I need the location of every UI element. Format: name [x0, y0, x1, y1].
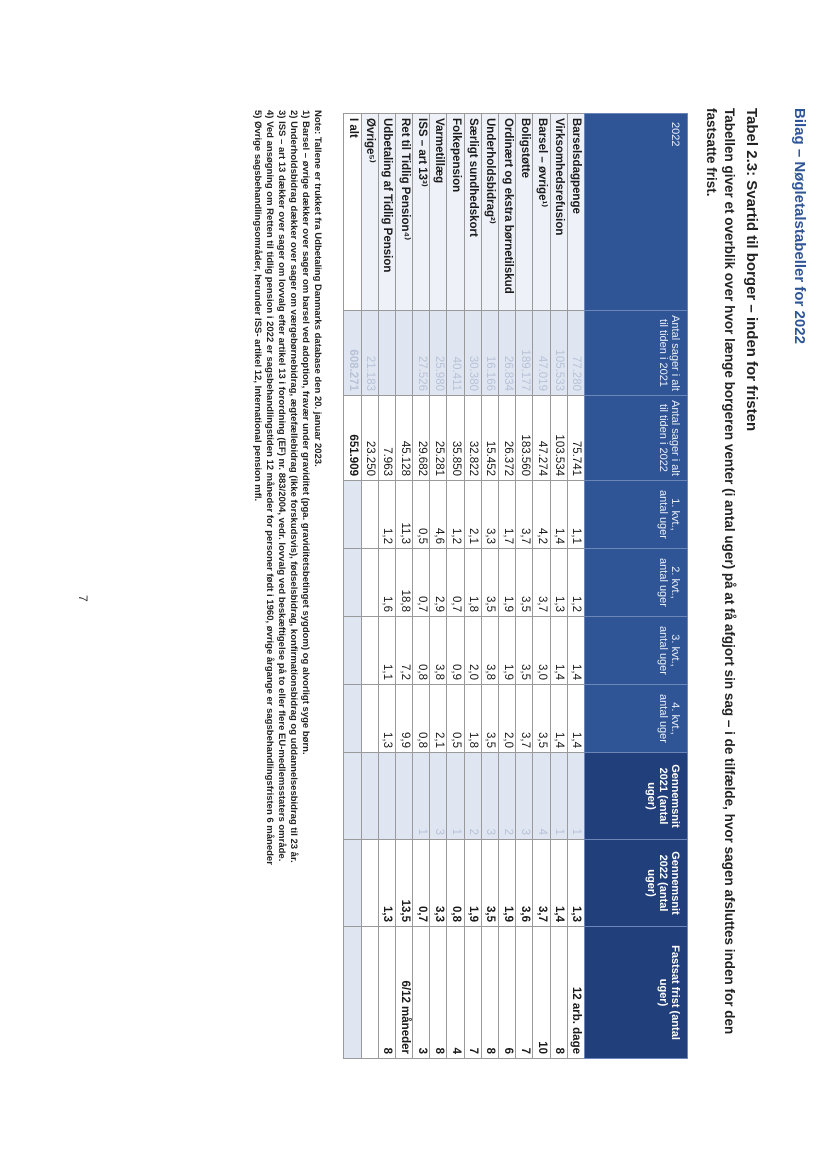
table-cell: 0,7	[447, 549, 464, 617]
note-line: 5) Øvrige sagsbehandlingsområder, herunder ISS- artikel 12, International pension mfl.	[252, 110, 263, 502]
row-label: Barsel – øvrige¹⁾	[533, 114, 550, 311]
row-label: Folkepension	[447, 114, 464, 311]
table-cell: 103.534	[550, 396, 567, 481]
table-cell: 29.682	[413, 396, 430, 481]
table-cell: 1,2	[447, 481, 464, 549]
table-cell	[344, 481, 361, 549]
table-cell: 32.822	[464, 396, 481, 481]
cell-2021: 189.177	[516, 311, 533, 396]
cell-2021	[344, 753, 361, 840]
table-cell: 12 arb. dage	[567, 927, 584, 1059]
cell-avg-2022: 3,6	[516, 840, 533, 927]
cell-2021: 77.280	[567, 311, 584, 396]
table-cell: 1,9	[499, 617, 516, 685]
cell-avg-2022: 0,8	[447, 840, 464, 927]
table-row	[395, 114, 412, 1059]
cell-avg-2022: 1,4	[550, 840, 567, 927]
cell-2021: 105.533	[550, 311, 567, 396]
table-row	[430, 114, 447, 1059]
row-label: Ordinært og ekstra børnetilskud	[499, 114, 516, 311]
cell-2021: 40.411	[447, 311, 464, 396]
table-cell: 2,0	[499, 685, 516, 753]
page-number: 7	[76, 595, 90, 602]
table-cell: 45.128	[395, 396, 412, 481]
cell-2021	[395, 311, 412, 396]
table-cell: 0,7	[413, 549, 430, 617]
col-header-q3: 3. kvt., antal uger	[585, 617, 688, 685]
table-cell	[361, 927, 378, 1059]
cell-2021	[378, 311, 395, 396]
table-cell: 7	[516, 927, 533, 1059]
table-description: Tabellen giver et overblik over hvor længe borgeren venter (i antal uger) på at få afgjort sin sag – i de tilfælde, hvor sagen afsluttes inden for den fastsatte frist.	[704, 108, 737, 1035]
table-cell: 3,5	[481, 685, 498, 753]
table-cell: 23.250	[361, 396, 378, 481]
note-line: 3) ISS – art 13 dækker over sager om lovvalg efter artikel 13 i forordning (EF) nr. 883/2004, vedr. lovvalg ved beskæftigelse på to eller flere EU-medlemsstaters område.	[276, 110, 287, 862]
table-cell: 75.741	[567, 396, 584, 481]
cell-avg-2022: 1,9	[464, 840, 481, 927]
table-cell: 0,8	[413, 617, 430, 685]
table-cell: 2,9	[430, 549, 447, 617]
cell-2021: 608.271	[344, 311, 361, 396]
row-label: Øvrige⁵⁾	[361, 114, 378, 311]
table-cell: 1,7	[499, 481, 516, 549]
table-cell: 0,5	[447, 685, 464, 753]
cell-2021: 1	[550, 753, 567, 840]
cell-2021: 16.166	[481, 311, 498, 396]
table-cell	[361, 617, 378, 685]
table-cell	[344, 927, 361, 1059]
table-cell: 1,8	[464, 685, 481, 753]
cell-2021: 27.526	[413, 311, 430, 396]
cell-2021: 47.019	[533, 311, 550, 396]
table-cell: 3,5	[516, 617, 533, 685]
table-row	[499, 114, 516, 1059]
table-row	[378, 114, 395, 1059]
table-row	[344, 114, 361, 1059]
table-cell	[344, 685, 361, 753]
table-cell: 1,9	[499, 549, 516, 617]
table-cell: 4	[447, 927, 464, 1059]
cell-avg-2022: 1,9	[499, 840, 516, 927]
table-row	[481, 114, 498, 1059]
table-cell: 1,3	[378, 685, 395, 753]
table-cell: 3,5	[481, 549, 498, 617]
table-row	[413, 114, 430, 1059]
table-cell	[361, 481, 378, 549]
table-cell: 8	[550, 927, 567, 1059]
table-cell: 4,2	[533, 481, 550, 549]
table-cell: 1,1	[567, 481, 584, 549]
table-cell: 1,4	[567, 685, 584, 753]
cell-avg-2022: 0,7	[413, 840, 430, 927]
table-cell: 35.850	[447, 396, 464, 481]
note-line: 1) Barsel – øvrige dækker over sager om barsel ved adoption, fravær under graviditet (pga. graviditetsbetinget sygdom) og alvorligt syge børn.	[300, 110, 311, 755]
cell-avg-2022: 3,3	[430, 840, 447, 927]
cell-2021: 4	[533, 753, 550, 840]
table-cell: 0,5	[413, 481, 430, 549]
note-line: 4) Ved ansøgning om Retten til tidlig pension i 2022 er sagsbehandlingstiden 12 måneder for personer født i 1960, øvrige årgange er sagsbehandlingsfristen 6 måneder	[264, 110, 275, 865]
table-cell: 1,4	[567, 617, 584, 685]
cell-2021: 21.183	[361, 311, 378, 396]
col-header-deadline: Fastsat frist (antal uger)	[585, 927, 688, 1059]
row-label: Ret til Tidlig Pension⁴⁾	[395, 114, 412, 311]
col-header-avg-2022: Gennemsnit 2022 (antal uger)	[585, 840, 688, 927]
cell-2021	[395, 753, 412, 840]
table-cell: 3	[413, 927, 430, 1059]
table-cell: 0,8	[413, 685, 430, 753]
table-cell: 7.963	[378, 396, 395, 481]
table-cell: 11,3	[395, 481, 412, 549]
table-cell: 3,5	[533, 685, 550, 753]
cell-2021: 26.834	[499, 311, 516, 396]
table-cell: 6	[499, 927, 516, 1059]
svartid-table	[343, 113, 688, 1059]
row-label: Virksomhedsrefusion	[550, 114, 567, 311]
cell-avg-2022: 13,5	[395, 840, 412, 927]
table-cell: 1,4	[550, 685, 567, 753]
table-cell: 2,1	[430, 685, 447, 753]
table-cell	[344, 617, 361, 685]
table-cell	[344, 549, 361, 617]
table-cell: 1,8	[464, 549, 481, 617]
table-cell: 15.452	[481, 396, 498, 481]
table-cell	[361, 549, 378, 617]
col-header-q2: 2. kvt., antal uger	[585, 549, 688, 617]
table-cell: 3,3	[481, 481, 498, 549]
table-cell	[361, 685, 378, 753]
table-cell: 7,2	[395, 617, 412, 685]
table-cell: 3,7	[516, 685, 533, 753]
cell-avg-2022	[361, 840, 378, 927]
table-cell: 7	[464, 927, 481, 1059]
table-header-row	[585, 114, 688, 1059]
table-cell: 6/12 måneder	[395, 927, 412, 1059]
cell-2021: 3	[481, 753, 498, 840]
col-header-q4: 4. kvt., antal uger	[585, 685, 688, 753]
cell-2021: 1	[447, 753, 464, 840]
table-cell: 3,5	[516, 549, 533, 617]
cell-2021: 3	[516, 753, 533, 840]
table-cell: 3,7	[533, 549, 550, 617]
table-cell: 2,1	[464, 481, 481, 549]
table-row	[567, 114, 584, 1059]
cell-2021	[361, 753, 378, 840]
table-cell: 1,4	[550, 617, 567, 685]
table-row	[361, 114, 378, 1059]
table-cell: 8	[378, 927, 395, 1059]
cell-2021: 1	[413, 753, 430, 840]
row-label: Underholdsbidrag²⁾	[481, 114, 498, 311]
col-header-q1: 1. kvt., antal uger	[585, 481, 688, 549]
col-header-year: 2022	[585, 114, 688, 311]
table-cell: 1,1	[378, 617, 395, 685]
cell-avg-2022: 1,3	[567, 840, 584, 927]
table-cell: 1,3	[550, 549, 567, 617]
table-cell: 1,6	[378, 549, 395, 617]
table-cell: 183.560	[516, 396, 533, 481]
cell-2021: 1	[567, 753, 584, 840]
cell-avg-2022: 3,5	[481, 840, 498, 927]
table-cell: 3,8	[430, 617, 447, 685]
cell-2021: 30.380	[464, 311, 481, 396]
table-row	[550, 114, 567, 1059]
table-cell: 3,7	[516, 481, 533, 549]
table-cell: 26.372	[499, 396, 516, 481]
row-label: Barselsdagpenge	[567, 114, 584, 311]
cell-avg-2022: 3,7	[533, 840, 550, 927]
table-cell: 2,0	[464, 617, 481, 685]
table-cell: 18,8	[395, 549, 412, 617]
table-notes	[251, 110, 323, 1070]
table-cell: 1,2	[378, 481, 395, 549]
table-row	[533, 114, 550, 1059]
table-cell: 25.281	[430, 396, 447, 481]
page-header: Bilag – Nøgletalstabeller for 2022	[791, 108, 808, 344]
table-cell: 4,6	[430, 481, 447, 549]
table-row	[447, 114, 464, 1059]
row-label: ISS – art 13³⁾	[413, 114, 430, 311]
col-header-cases-2022: Antal sager i alt til tiden i 2022	[585, 396, 688, 481]
table-cell: 0,9	[447, 617, 464, 685]
col-header-cases-2021: Antal sager i alt til tiden i 2021	[585, 311, 688, 396]
table-cell: 8	[430, 927, 447, 1059]
note-line: 2) Underholdsbidrag dækker over sager om værgebørnebidrag, ægtefællebidrag (ikke forskudsvis), fødselsbidrag, konfirmationsbidrag og uddannelsesbidrag til 23 år.	[288, 110, 299, 863]
table-cell: 651.909	[344, 396, 361, 481]
cell-avg-2022: 1,3	[378, 840, 395, 927]
table-cell: 1,2	[567, 549, 584, 617]
note-line: Note: Tallene er trukket fra Udbetaling Danmarks database den 20. januar 2023.	[312, 110, 323, 467]
cell-2021: 2	[499, 753, 516, 840]
table-row	[516, 114, 533, 1059]
cell-avg-2022	[344, 840, 361, 927]
row-label: Udbetaling af Tidlig Pension	[378, 114, 395, 311]
table-cell: 8	[481, 927, 498, 1059]
row-label: I alt	[344, 114, 361, 311]
cell-2021: 2	[464, 753, 481, 840]
table-title: Tabel 2.3: Svartid til borger – inden for fristen	[743, 108, 760, 432]
cell-2021	[378, 753, 395, 840]
cell-2021: 3	[430, 753, 447, 840]
table-body	[344, 114, 585, 1059]
table-cell: 3,8	[481, 617, 498, 685]
table-cell: 47.274	[533, 396, 550, 481]
table-row	[464, 114, 481, 1059]
row-label: Særligt sundhedskort	[464, 114, 481, 311]
cell-2021: 25.980	[430, 311, 447, 396]
table-cell: 1,4	[550, 481, 567, 549]
row-label: Boligstøtte	[516, 114, 533, 311]
table-cell: 10	[533, 927, 550, 1059]
row-label: Varmetillæg	[430, 114, 447, 311]
col-header-avg-2021: Gennemsnit 2021 (antal uger)	[585, 753, 688, 840]
table-cell: 9,9	[395, 685, 412, 753]
table-cell: 3,0	[533, 617, 550, 685]
